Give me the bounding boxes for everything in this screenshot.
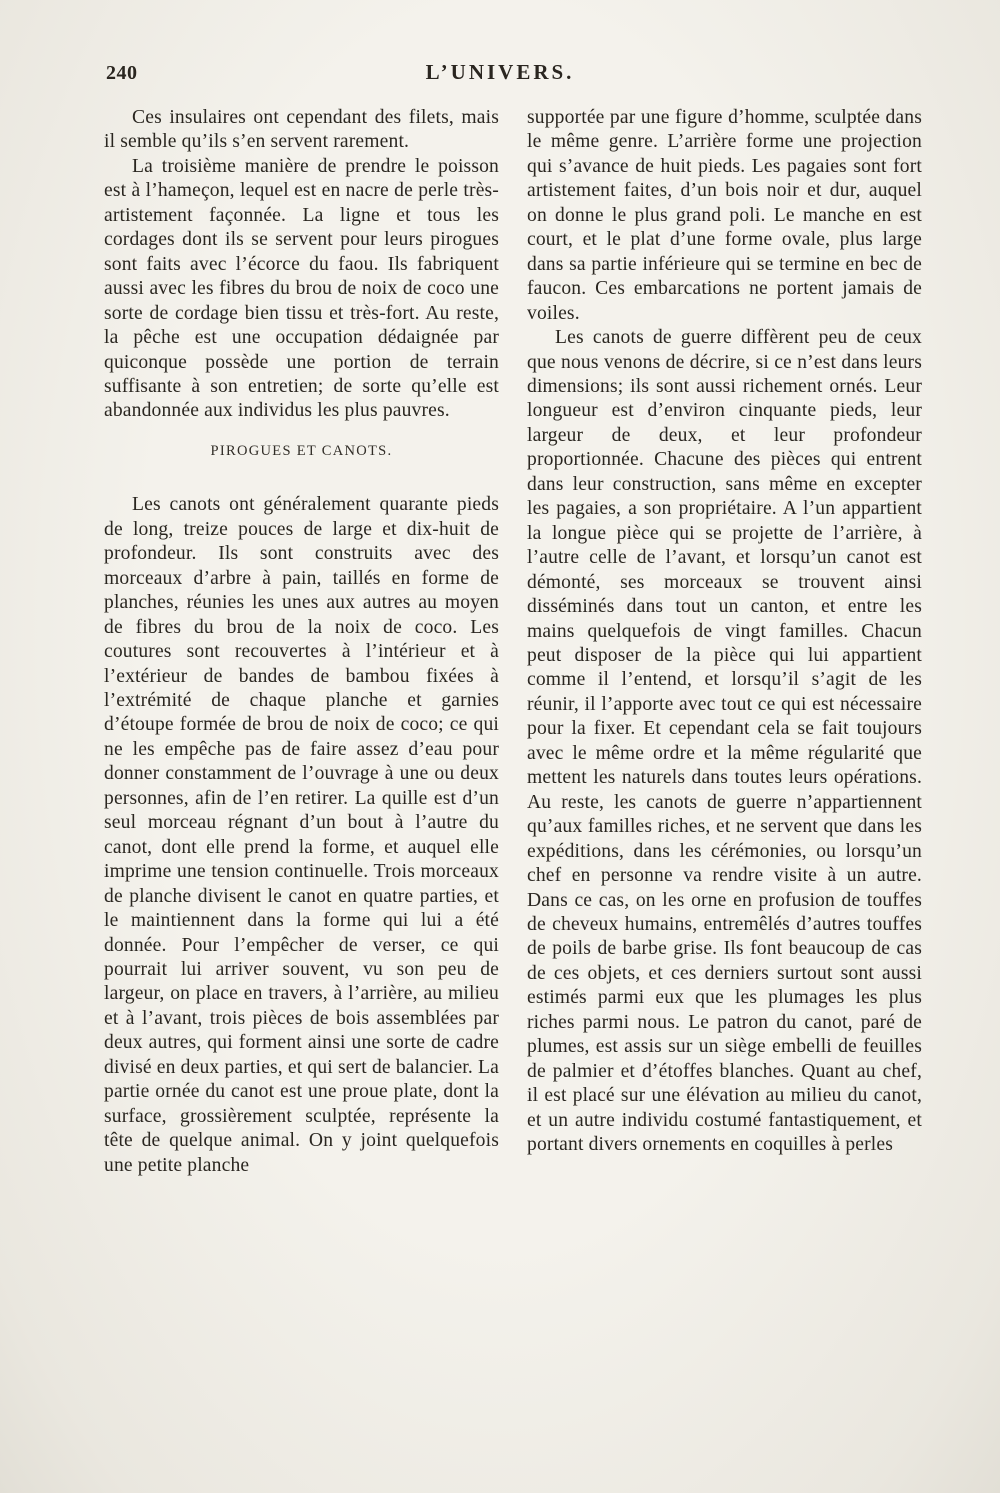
- right-column: [527, 106, 922, 1178]
- paragraph: La troisième manière de prendre le poisson est à l’hameçon, lequel est en nacre de perle très-artistement façonnée. La ligne et tous les cordages dont ils se servent pour leurs pirogues sont faits avec l’écorce du faou. Ils fabriquent aussi avec les fibres du brou de noix de coco une sorte de cordage bien tissu et très-fort. Au reste, la pêche est une occupation dédaignée par quiconque possède une portion de terrain suffisante à son entretien; de sorte qu’elle est abandonnée aux individus les plus pauvres.: [104, 155, 499, 422]
- running-title: L’UNIVERS.: [425, 60, 575, 84]
- paragraph: Les canots de guerre diffèrent peu de ceux que nous venons de décrire, si ce n’est dans leurs dimensions; ils sont aussi richement ornés. Leur longueur est d’environ cinquante pieds, leur largeur de deux, et leur profondeur proportionnée. Chacune des pièces qui entrent dans leur construction, sans même en excepter les pagaies, a son propriétaire. A l’un appartient la longue pièce qui se projette de l’arrière, à l’autre celle de l’avant, et lorsqu’un canot est démonté, ses morceaux se trouvent ainsi disséminés dans tout un canton, et entre les mains quelquefois de vingt familles. Chacun peut disposer de la pièce qui lui appartient comme il l’entend, et lorsqu’il s’agit de les réunir, il l’apporte avec tout ce qui est nécessaire pour la fixer. Et cependant cela se fait toujours avec le même ordre et la même régularité que mettent les naturels dans toutes leurs opérations. Au reste, les canots de guerre n’appartiennent qu’aux familles riches, et ne servent que dans les expéditions, dans les cérémonies, ou lorsqu’un chef en personne va rendre visite à un autre. Dans ce cas, on les orne en profusion de touffes de cheveux humains, entremêlés d’autres touffes de poils de barbe grise. Ils font beaucoup de cas de ces objets, et ces derniers surtout sont aussi estimés parmi eux que les plumages les plus riches parmi nous. Le patron du canot, paré de plumes, est assis sur un siège embelli de feuilles de palmier et d’étoffes blanches. Quant au chef, il est placé sur une élévation au milieu du canot, et un autre individu costumé fantastiquement, et portant divers ornements en coquilles à perles: [527, 327, 922, 1156]
- paragraph: supportée par une figure d’homme, sculptée dans le même genre. L’arrière forme une projection qui s’avance de huit pieds. Les pagaies sont fort artistement faites, d’un bois noir et dur, auquel on donne le plus grand poli. Le manche en est court, et le plat d’une forme ovale, plus large dans sa partie inférieure qui se termine en bec de faucon. Ces embarcations ne portent jamais de voiles.: [527, 107, 922, 324]
- paragraph: Les canots ont généralement quarante pieds de long, treize pouces de large et dix-huit de profondeur. Ils sont construits avec des morceaux d’arbre à pain, taillés en forme de planches, réunies les unes aux autres au moyen de fibres du brou de la noix de coco. Les coutures sont recouvertes à l’intérieur et à l’extérieur de bandes de bambou fixées à l’extrémité de chaque planche et garnies d’étoupe formée de brou de noix de coco; ce qui ne les empêche pas de faire assez d’eau pour donner constamment de l’ouvrage à une ou deux personnes, afin de l’en retirer. La quille est d’un seul morceau régnant d’un bout à l’autre du canot, dont elle prend la forme, et auquel elle imprime une tension continuelle. Trois morceaux de planche divisent le canot en quatre parties, et le maintiennent dans la forme qui lui a été donnée. Pour l’empêcher de verser, ce qui pourrait lui arriver souvent, vu son peu de largeur, on place en travers, à l’arrière, au milieu et à l’avant, trois pièces de bois assemblées par deux autres, qui forment ainsi une sorte de cadre divisé en deux parties, et qui sert de balancier. La partie ornée du canot est une proue plate, dont la surface, grossièrement sculptée, représente la tête de quelque animal. On y joint quelquefois une petite planche: [104, 494, 499, 1176]
- page-number: 240: [106, 62, 138, 84]
- text-columns: [0, 90, 1000, 1178]
- section-heading: PIROGUES ET CANOTS.: [210, 442, 393, 459]
- paragraph: Ces insulaires ont cependant des filets, mais il semble qu’ils s’en servent rarement.: [104, 107, 499, 153]
- page-header: [0, 0, 1000, 90]
- left-column: [104, 106, 499, 1178]
